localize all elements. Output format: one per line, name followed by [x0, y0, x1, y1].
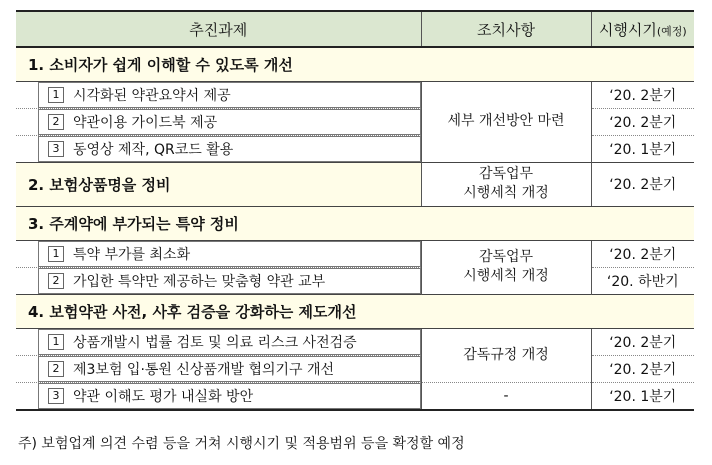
- item-number: 1: [48, 87, 64, 103]
- header-row: [16, 11, 694, 47]
- section-heading: [16, 294, 694, 328]
- table-row: [16, 81, 694, 108]
- timing-cell: ‘20. 하반기: [591, 267, 694, 294]
- timing-cell: ‘20. 2분기: [591, 81, 694, 108]
- action-cell: -: [421, 382, 591, 410]
- table-row: [16, 135, 694, 162]
- section-title: 4. 보험약관 사전, 사후 검증을 강화하는 제도개선: [16, 294, 694, 328]
- table-row: [16, 240, 694, 267]
- item-text: 특약 부가를 최소화: [73, 246, 191, 263]
- item-number: 2: [48, 361, 64, 377]
- item-text: 가입한 특약만 제공하는 맞춤형 약관 교부: [73, 273, 326, 290]
- timing-cell: ‘20. 1분기: [591, 382, 694, 410]
- timing-cell: ‘20. 2분기: [591, 240, 694, 267]
- section-title: 1. 소비자가 쉽게 이해할 수 있도록 개선: [16, 47, 694, 81]
- policy-table: [16, 10, 694, 411]
- item-text: 상품개발시 법률 검토 및 의료 리스크 사전검증: [73, 334, 357, 351]
- action-cell: 세부 개선방안 마련: [421, 81, 591, 162]
- table-row: [16, 355, 694, 382]
- header-action: 조치사항: [421, 11, 591, 47]
- item-text: 약관이용 가이드북 제공: [73, 114, 218, 131]
- action-cell: 감독업무 시행세칙 개정: [421, 240, 591, 294]
- item-number: 1: [48, 334, 64, 350]
- item-text: 약관 이해도 평가 내실화 방안: [73, 388, 254, 405]
- section-title: 2. 보험상품명을 정비: [16, 162, 421, 206]
- header-timing: 시행시기(예정): [591, 11, 694, 47]
- item-number: 3: [48, 141, 64, 157]
- item-text: 동영상 제작, QR코드 활용: [73, 141, 234, 158]
- section-heading: [16, 162, 694, 206]
- action-cell: 감독업무 시행세칙 개정: [421, 162, 591, 206]
- section-heading: [16, 206, 694, 240]
- timing-cell: ‘20. 2분기: [591, 328, 694, 355]
- timing-cell: ‘20. 1분기: [591, 135, 694, 162]
- table-row: [16, 108, 694, 135]
- header-task: 추진과제: [16, 11, 421, 47]
- table-row: [16, 267, 694, 294]
- item-number: 1: [48, 246, 64, 262]
- table-row: [16, 328, 694, 355]
- timing-cell: ‘20. 2분기: [591, 162, 694, 206]
- item-number: 3: [48, 388, 64, 404]
- footnote: 주) 보험업계 의견 수렴 등을 거쳐 시행시기 및 적용범위 등을 확정할 예정: [18, 436, 465, 452]
- action-cell: 감독규정 개정: [421, 328, 591, 382]
- section-heading: [16, 47, 694, 81]
- section-title: 3. 주계약에 부가되는 특약 정비: [16, 206, 694, 240]
- timing-cell: ‘20. 2분기: [591, 108, 694, 135]
- timing-cell: ‘20. 2분기: [591, 355, 694, 382]
- item-number: 2: [48, 273, 64, 289]
- item-number: 2: [48, 114, 64, 130]
- item-text: 제3보험 입·통원 신상품개발 협의기구 개선: [73, 361, 335, 378]
- table-row: [16, 382, 694, 410]
- item-text: 시각화된 약관요약서 제공: [73, 87, 231, 104]
